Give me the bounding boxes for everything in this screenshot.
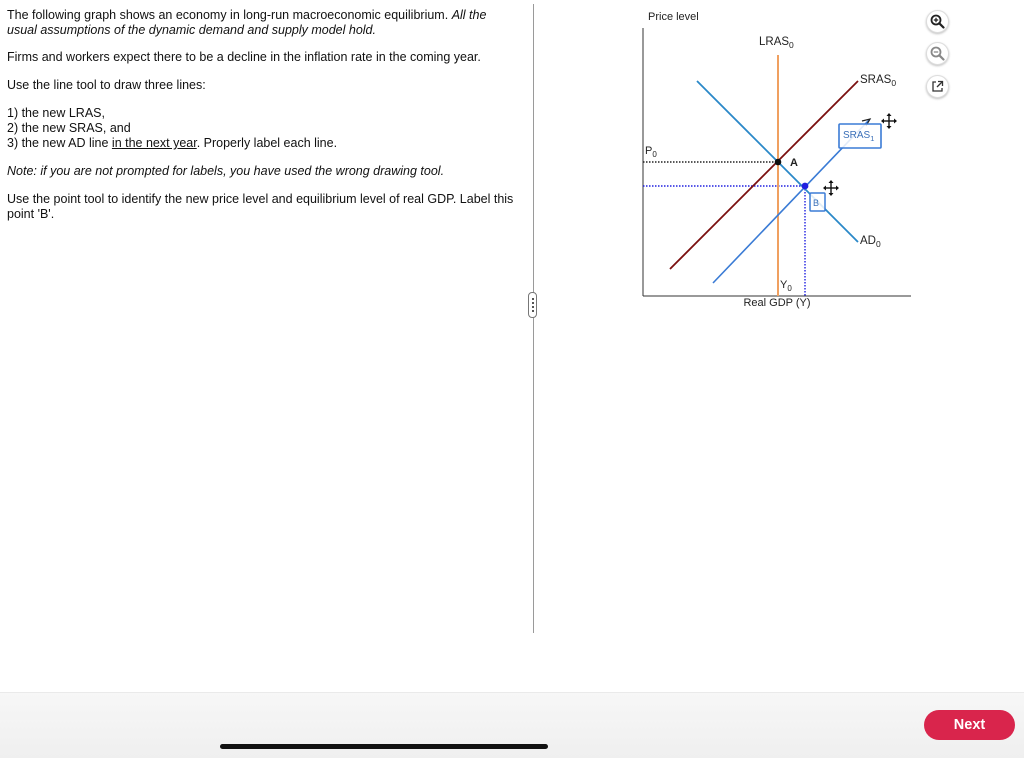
y0-label: $Y_0$ xyxy=(780,279,792,293)
intro-italic: All the usual assumptions of the dynamic demand and supply model hold. xyxy=(7,8,487,37)
point-b[interactable] xyxy=(802,183,809,190)
sras1-label: $SRAS_1$ xyxy=(843,130,875,143)
zoom-out-icon xyxy=(930,46,945,61)
expectation-text: Firms and workers expect there to be a decline in the inflation rate in the coming year. xyxy=(7,50,481,64)
divider-drag-handle[interactable] xyxy=(528,292,537,318)
sras0-line xyxy=(670,81,858,269)
item-3-suffix: . Properly label each line. xyxy=(196,136,338,150)
popout-button[interactable] xyxy=(926,75,949,98)
external-link-icon xyxy=(931,80,944,93)
y-axis-label: Price level xyxy=(648,11,699,23)
intro-text: The following graph shows an economy in long-run macroeconomic equilibrium. xyxy=(7,8,449,22)
item-3 xyxy=(7,136,517,151)
zoom-in-icon xyxy=(930,14,945,29)
zoom-in-button[interactable] xyxy=(926,10,949,33)
line-items xyxy=(7,106,517,151)
next-year-link[interactable]: in the next year xyxy=(111,136,197,150)
item-1: 1) the new LRAS, xyxy=(7,106,105,120)
ad0-label: $AD_0$ xyxy=(860,235,881,249)
pane-divider xyxy=(533,4,534,633)
item-3-prefix: 3) the new AD line xyxy=(7,136,112,150)
point-a-label: A xyxy=(790,157,798,169)
sras1-move-handle-icon[interactable] xyxy=(881,113,897,129)
point-prompt: Use the point tool to identify the new price level and equilibrium level of real GDP. Label this point 'B'. xyxy=(7,192,514,221)
next-button[interactable]: Next xyxy=(924,710,1015,740)
sras0-label: $SRAS_0$ xyxy=(860,74,897,88)
home-indicator[interactable] xyxy=(220,744,548,749)
question-pane xyxy=(7,8,517,222)
point-a xyxy=(775,159,782,166)
point-b-label: B xyxy=(813,198,820,208)
intro-paragraph xyxy=(7,8,517,38)
line-tool-prompt: Use the line tool to draw three lines: xyxy=(7,78,206,92)
x-axis-label: Real GDP (Y) xyxy=(743,297,811,309)
zoom-out-button[interactable] xyxy=(926,42,949,65)
p0-label: $P_0$ xyxy=(645,145,657,159)
lras0-label: $LRAS_0$ xyxy=(759,36,794,50)
note-text: Note: if you are not prompted for labels, you have used the wrong drawing tool. xyxy=(7,164,445,178)
ad-as-graph[interactable] xyxy=(600,0,920,320)
item-2: 2) the new SRAS, and xyxy=(7,121,131,135)
